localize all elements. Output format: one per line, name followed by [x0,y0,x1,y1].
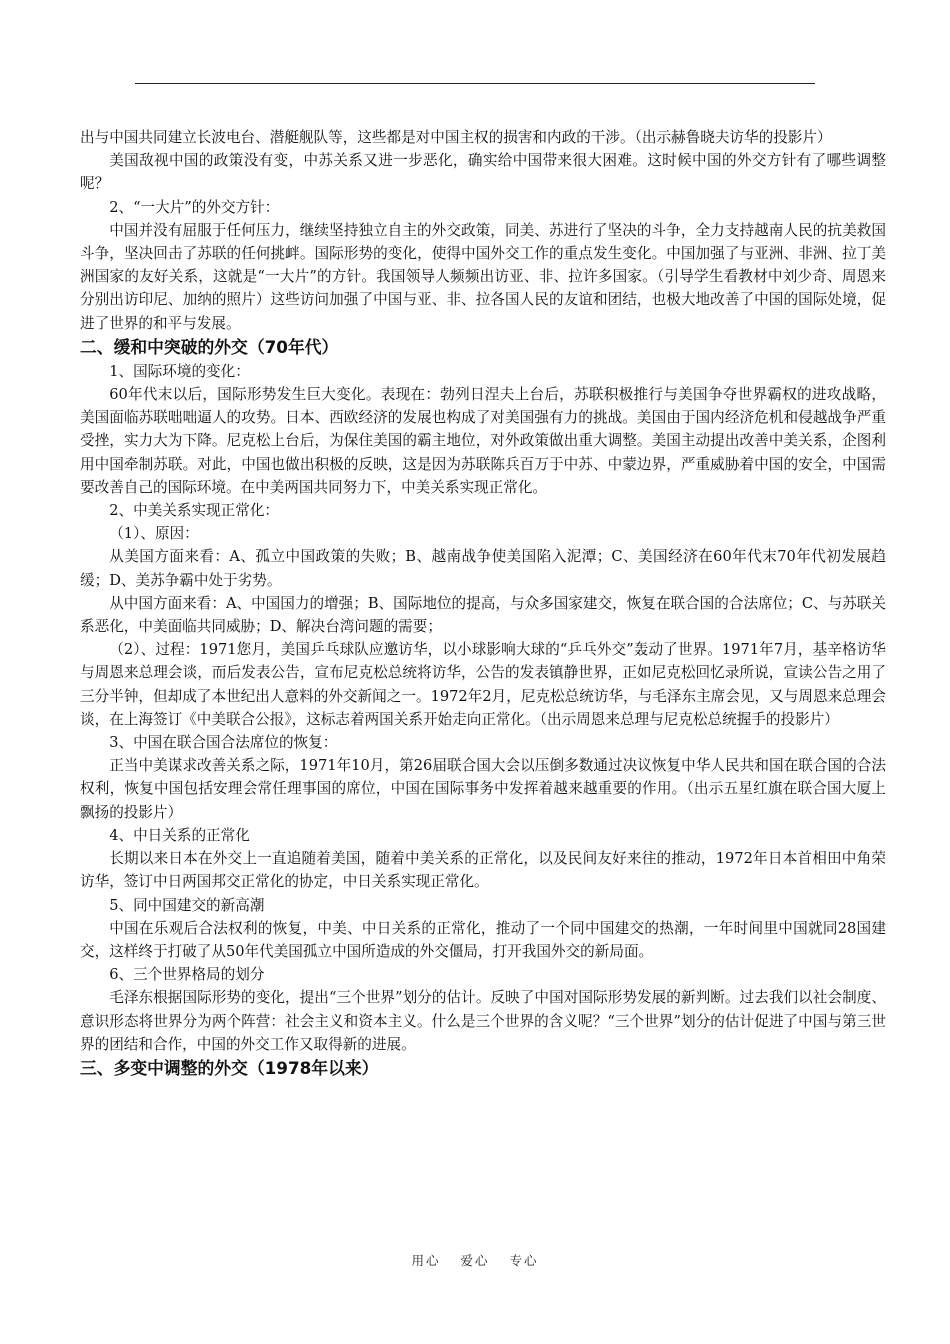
header-rule [135,83,815,84]
section-heading: 二、缓和中突破的外交（70年代） [80,336,339,357]
document-body [80,126,886,1081]
page-footer: 用心 爱心 专心 [411,1253,539,1268]
paragraph: 长期以来日本在外交上一直追随着美国，随着中美关系的正常化，以及民间友好来往的推动，1972年日本首相田中角荣访华，签订中日两国邦交正常化的协定，中日关系实现正常化。 [80,850,886,891]
paragraph: 从美国方面来看：A、孤立中国政策的失败；B、越南战争使美国陷入泥潭；C、美国经济在60年代末70年代初发展趋缓；D、美苏争霸中处于劣势。 [80,548,886,589]
paragraph: 5、同中国建交的新高潮 [109,896,265,914]
paragraph: 6、三个世界格局的划分 [109,966,265,984]
paragraph: 中国在乐观后合法权利的恢复，中美、中日关系的正常化，推动了一个同中国建交的热潮，一年时间里中国就同28国建交，这样终于打破了从50年代美国孤立中国所造成的外交僵局，打开我国外交的新局面。 [80,919,886,960]
paragraph: （1）、原因： [109,525,199,543]
paragraph: 60年代末以后，国际形势发生巨大变化。表现在：勃列日涅夫上台后，苏联积极推行与美国争夺世界霸权的进攻战略，美国面临苏联咄咄逼人的攻势。日本、西欧经济的发展也构成了对美国强有力的挑战。美国由于国内经济危机和侵越战争严重受挫，实力大为下降。尼克松上台后，为保住美国的霸主地位，对外政策做出重大调整。美国主动提出改善中美关系，企图利用中国牵制苏联。对此，中国也做出积极的反映，这是因为苏联陈兵百万于中苏、中蒙边界，严重威胁着中国的安全，中国需要改善自己的国际环境。在中美两国共同努力下，中美关系实现正常化。 [80,386,886,496]
paragraph: （2）、过程：1971您月，美国乒乓球队应邀访华，以小球影响大球的“乒乓外交”轰动了世界。1971年7月，基辛格访华与周恩来总理会谈，而后发表公告，宣布尼克松总统将访华，公告的发表镇静世界，正如尼克松回忆录所说，宣读公告之用了三分半钟，但却成了本世纪出人意料的外交新闻之一。1972年2月，尼克松总统访华，与毛泽东主席会见，又与周恩来总理会谈，在上海签订《中美联合公报》，这标志着两国关系开始走向正常化。（出示周恩来总理与尼克松总统握手的投影片） [80,641,886,728]
paragraph: 1、国际环境的变化： [109,362,250,380]
paragraph: 出与中国共同建立长波电台、潜艇舰队等，这些都是对中国主权的损害和内政的干涉。（出示赫鲁晓夫访华的投影片） [80,129,832,146]
paragraph: 正当中美谋求改善关系之际，1971年10月，第26届联合国大会以压倒多数通过决议恢复中华人民共和国在联合国的合法权利，恢复中国包括安理会常任理事国的席位，中国在国际事务中发挥着越来越重要的作用。（出示五星红旗在联合国大厦上飘扬的投影片） [80,757,886,821]
paragraph: 中国并没有屈服于任何压力，继续坚持独立自主的外交政策，同美、苏进行了坚决的斗争，全力支持越南人民的抗美救国斗争，坚决回击了苏联的任何挑衅。国际形势的变化，使得中国外交工作的重点发生变化。中国加强了与亚洲、非洲、拉丁美洲国家的友好关系，这就是“一大片”的方针。我国领导人频频出访亚、非、拉许多国家。（引导学生看教材中刘少奇、周恩来分别出访印尼、加纳的照片）这些访问加强了中国与亚、非、拉各国人民的友谊和团结，也极大地改善了中国的国际处境，促进了世界的和平与发展。 [80,221,886,332]
paragraph: 美国敌视中国的政策没有变，中苏关系又进一步恶化，确实给中国带来很大困难。这时候中国的外交方针有了哪些调整呢？ [80,152,886,193]
paragraph: 毛泽东根据国际形势的变化，提出“三个世界”划分的估计。反映了中国对国际形势发展的新判断。过去我们以社会制度、意识形态将世界分为两个阵营：社会主义和资本主义。什么是三个世界的含义呢？“三个世界”划分的估计促进了中国与第三世界的团结和合作，中国的外交工作又取得新的进展。 [80,989,886,1053]
paragraph: 3、中国在联合国合法席位的恢复： [109,734,338,752]
paragraph: 2、中美关系实现正常化： [109,502,280,520]
paragraph: 从中国方面来看：A、中国国力的增强；B、国际地位的提高，与众多国家建交，恢复在联合国的合法席位；C、与苏联关系恶化，中美面临共同威胁；D、解决台湾问题的需要； [80,594,886,636]
paragraph: 2、“一大片”的外交方针： [109,198,280,216]
paragraph: 4、中日关系的正常化 [109,826,250,844]
section-heading: 三、多变中调整的外交（1978年以来） [80,1057,379,1078]
